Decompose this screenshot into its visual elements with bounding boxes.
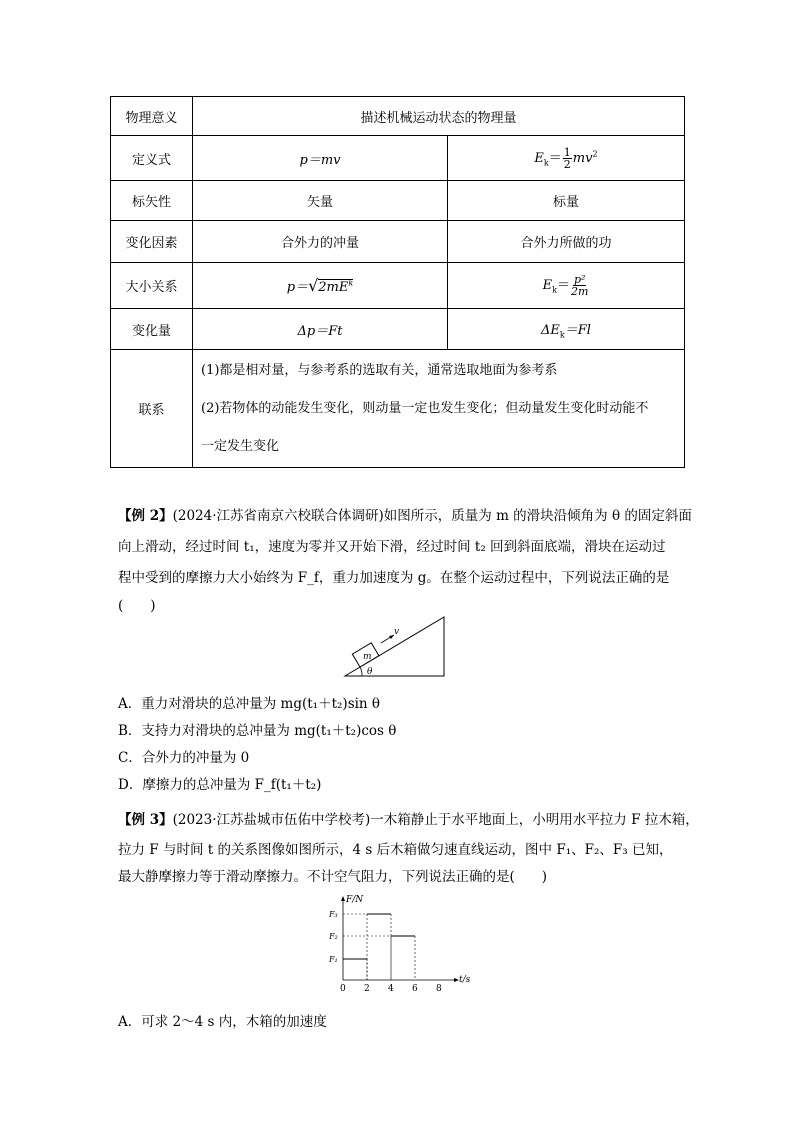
row-label: 标矢性 bbox=[111, 181, 193, 221]
example-3-line-1 bbox=[118, 808, 699, 828]
option-b: B．支持力对滑块的总冲量为 mg(t₁＋t₂)cos θ bbox=[118, 723, 397, 739]
cell-left bbox=[193, 309, 448, 350]
formula-text: p＝mv bbox=[299, 152, 341, 168]
incline-diagram bbox=[340, 610, 450, 680]
formula-text: ΔE bbox=[541, 322, 560, 338]
table-row bbox=[111, 309, 685, 350]
velocity-label: v bbox=[394, 627, 400, 637]
table-row bbox=[111, 136, 685, 181]
force-time-chart bbox=[318, 892, 478, 1000]
example-3-line-3: 最大静摩擦力等于滑动摩擦力。不计空气阻力，下列说法正确的是( ) bbox=[118, 869, 548, 885]
angle-arc bbox=[360, 667, 362, 676]
formula-text: p＝ bbox=[286, 280, 309, 295]
question-text: (2023·江苏盐城市伍佑中学校考)一木箱静止于水平地面上，小明用水平拉力 F 拉木箱， bbox=[172, 812, 699, 828]
relation-note bbox=[193, 350, 685, 468]
y-tick-label: F₁ bbox=[329, 955, 338, 964]
row-label: 变化量 bbox=[111, 309, 193, 350]
cell-left: 合外力的冲量 bbox=[193, 221, 448, 263]
formula-text: Δp＝Ft bbox=[297, 323, 343, 339]
note-line: (1)都是相对量，与参考系的选取有关，通常选取地面为参考系 bbox=[201, 362, 558, 378]
table-row bbox=[111, 97, 685, 136]
y-axis-label: F/N bbox=[346, 895, 364, 905]
x-tick-label: 0 bbox=[340, 984, 346, 994]
table-row bbox=[111, 221, 685, 263]
table-row bbox=[111, 181, 685, 221]
formula-text: E bbox=[534, 150, 544, 166]
formula-sup: 2 bbox=[592, 149, 598, 159]
comparison-table bbox=[110, 96, 685, 468]
option-d: D．摩擦力的总冲量为 F_f(t₁＋t₂) bbox=[118, 777, 322, 793]
example-tag: 【例 2】 bbox=[118, 508, 173, 524]
example-3-line-2: 拉力 F 与时间 t 的关系图像如图所示，4 s 后木箱做匀速直线运动，图中 F₁、F₂、F₃ 已知， bbox=[118, 842, 673, 858]
cell-right: 标量 bbox=[448, 181, 685, 221]
note-line: (2)若物体的动能发生变化，则动量一定也发生变化；但动量发生变化时动能不 bbox=[201, 400, 649, 416]
example-2-line-2: 向上滑动，经过时间 t₁，速度为零并又开始下滑，经过时间 t₂ 回到斜面底端，滑块在运动过 bbox=[118, 539, 666, 555]
formula-text: E bbox=[542, 278, 553, 293]
x-tick-label: 8 bbox=[436, 984, 442, 994]
x-tick-label: 6 bbox=[412, 984, 418, 994]
example-tag: 【例 3】 bbox=[118, 812, 173, 828]
fraction-den: 2m bbox=[570, 285, 589, 298]
example-3-option-a: A．可求 2～4 s 内，木箱的加速度 bbox=[118, 1014, 327, 1030]
cell-ek-def bbox=[448, 136, 685, 181]
table-row bbox=[111, 350, 685, 468]
row-label: 变化因素 bbox=[111, 221, 193, 263]
question-text: (2024·江苏省南京六校联合体调研)如图所示，质量为 m 的滑块沿倾角为 θ 的固定斜面 bbox=[172, 508, 692, 524]
x-tick-label: 4 bbox=[388, 984, 394, 994]
note-line: 一定发生变化 bbox=[201, 438, 280, 454]
formula-text: mv bbox=[572, 150, 593, 166]
x-axis-label: t/s bbox=[459, 975, 471, 985]
fraction bbox=[563, 147, 572, 170]
cell-right: 合外力所做的功 bbox=[448, 221, 685, 263]
cell-p-ek-relation bbox=[193, 263, 448, 309]
x-tick-label: 2 bbox=[364, 984, 370, 994]
formula-text: 2mE bbox=[318, 280, 349, 295]
y-axis-arrow-icon bbox=[341, 896, 345, 901]
table-row bbox=[111, 263, 685, 309]
option-a: A．重力对滑块的总冲量为 mg(t₁＋t₂)sin θ bbox=[118, 696, 381, 712]
row-label: 定义式 bbox=[111, 136, 193, 181]
example-2-line-3: 程中受到的摩擦力大小始终为 F_f，重力加速度为 g。在整个运动过程中，下列说法正确的是 bbox=[118, 570, 670, 586]
row-label: 联系 bbox=[111, 350, 193, 468]
row-label: 物理意义 bbox=[111, 97, 193, 136]
formula-sub: k bbox=[543, 158, 549, 168]
fraction bbox=[571, 274, 588, 297]
formula-sup: k bbox=[348, 278, 354, 288]
y-tick-label: F₂ bbox=[329, 932, 338, 941]
formula-sub: k bbox=[552, 285, 557, 295]
block-label: m bbox=[363, 652, 372, 662]
y-tick-label: F₃ bbox=[329, 910, 338, 919]
fraction-num: 1 bbox=[563, 145, 571, 159]
cell-p-def bbox=[193, 136, 448, 181]
example-2-line-1 bbox=[118, 504, 692, 524]
cell-right bbox=[448, 309, 685, 350]
fraction-num: p² bbox=[573, 273, 586, 286]
cell-left: 矢量 bbox=[193, 181, 448, 221]
cell-ek-p-relation bbox=[448, 263, 685, 309]
angle-label: θ bbox=[367, 667, 373, 677]
formula-text: ＝Fl bbox=[564, 322, 591, 338]
option-c: C．合外力的冲量为 0 bbox=[118, 750, 250, 766]
formula-text: ＝ bbox=[548, 150, 562, 166]
sqrt-icon: √ bbox=[308, 276, 319, 295]
fraction-den: 2 bbox=[563, 157, 571, 171]
formula-sub: k bbox=[559, 330, 565, 340]
row-label: 大小关系 bbox=[111, 263, 193, 309]
formula-text: ＝ bbox=[556, 278, 570, 293]
radicand bbox=[318, 279, 353, 295]
example-2-answer-blank: ( ) bbox=[118, 598, 156, 614]
cell-merged: 描述机械运动状态的物理量 bbox=[193, 97, 685, 136]
